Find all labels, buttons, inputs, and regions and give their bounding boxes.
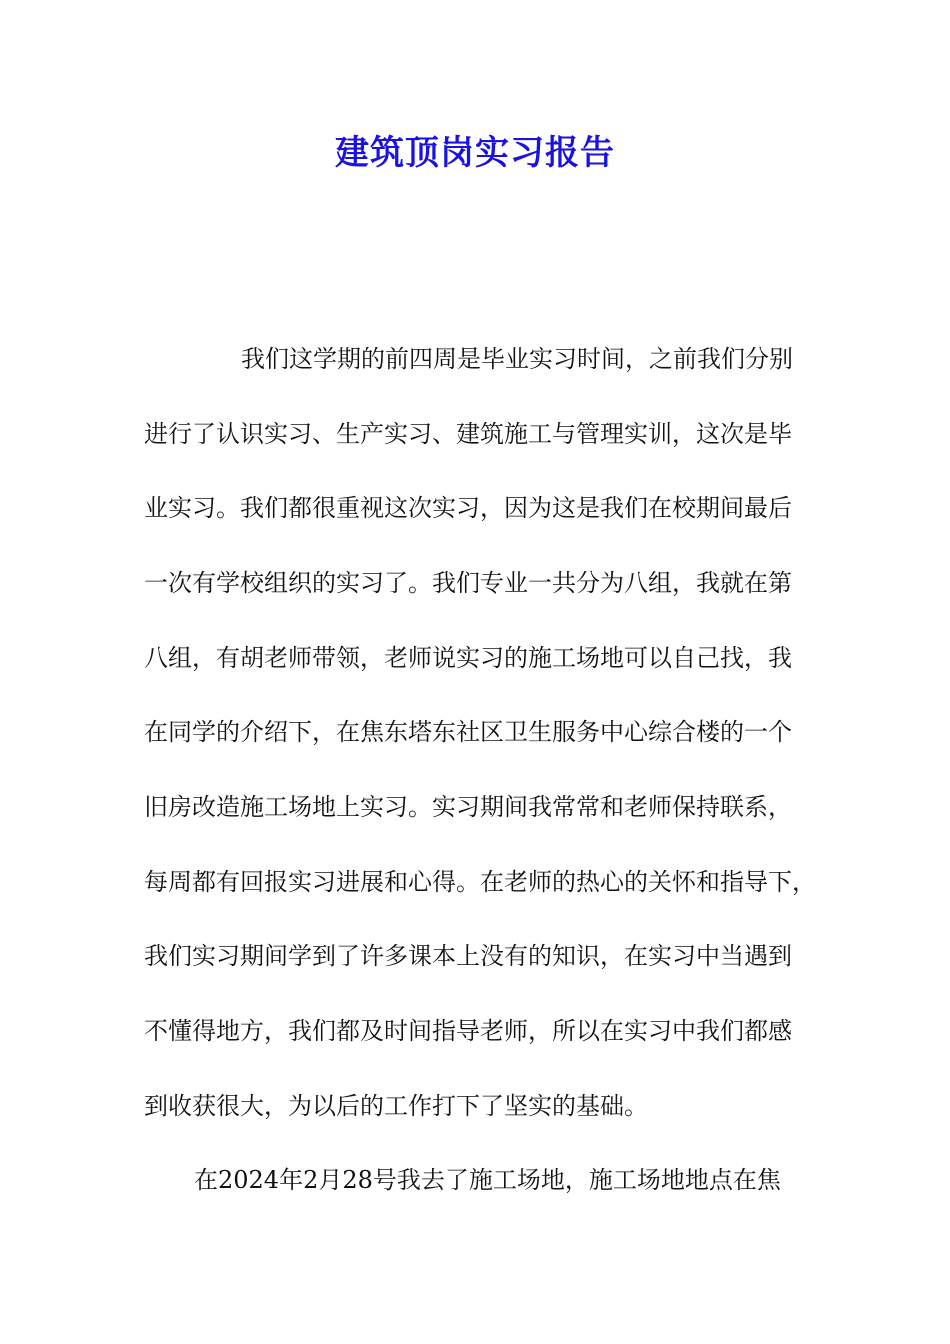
paragraph-line-12: 在2024年2月28号我去了施工场地，施工场地地点在焦 [194, 1166, 781, 1194]
paragraph-line-5: 八组，有胡老师带领，老师说实习的施工场地可以自己找，我 [144, 644, 792, 672]
paragraph-line-7: 旧房改造施工场地上实习。实习期间我常常和老师保持联系， [144, 793, 792, 821]
paragraph-line-8: 每周都有回报实习进展和心得。在老师的热心的关怀和指导下， [144, 868, 816, 896]
paragraph-line-3: 业实习。我们都很重视这次实习，因为这是我们在校期间最后 [144, 494, 792, 522]
paragraph-line-6: 在同学的介绍下，在焦东塔东社区卫生服务中心综合楼的一个 [144, 718, 792, 746]
document-title: 建筑顶岗实习报告 [335, 133, 615, 173]
paragraph-line-11: 到收获很大，为以后的工作打下了坚实的基础。 [144, 1092, 648, 1120]
paragraph-line-4: 一次有学校组织的实习了。我们专业一共分为八组，我就在第 [144, 569, 792, 597]
paragraph-line-1: 我们这学期的前四周是毕业实习时间，之前我们分别 [241, 345, 793, 373]
paragraph-line-10: 不懂得地方，我们都及时间指导老师，所以在实习中我们都感 [144, 1017, 792, 1045]
paragraph-line-2: 进行了认识实习、生产实习、建筑施工与管理实训，这次是毕 [144, 420, 792, 448]
paragraph-line-9: 我们实习期间学到了许多课本上没有的知识，在实习中当遇到 [144, 942, 792, 970]
